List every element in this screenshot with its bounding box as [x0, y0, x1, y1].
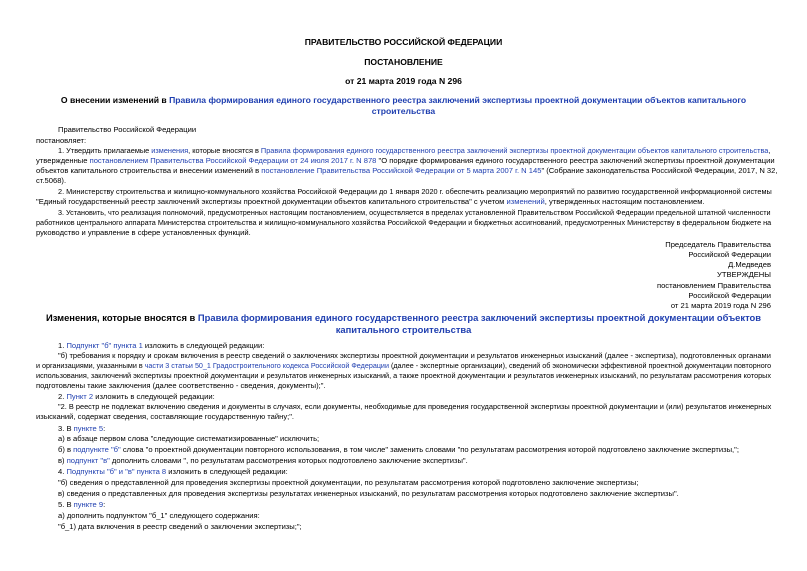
item-3-b: б) в подпункте "б" слова "о проектной документации повторного использования, в том числе" заменить словами "по результатам рассмотрения которой подготовлено заключение экспертизы,"; — [58, 445, 739, 454]
item-1-link[interactable]: Подпункт "б" пункта 1 — [66, 341, 143, 350]
rules-link-cont[interactable]: строительства — [371, 106, 436, 116]
title-prefix: О внесении изменений в — [60, 95, 170, 105]
item-2-link[interactable]: Пункт 2 — [66, 392, 94, 401]
item-3-c-link[interactable]: подпункт "в" — [66, 456, 110, 465]
item-3-link[interactable]: пункте 5 — [73, 424, 104, 433]
item-3: 3. В пункте 5: — [58, 424, 106, 433]
item-4-link[interactable]: Подпункты "б" и "в" пункта 8 — [66, 467, 167, 476]
preamble-government: Правительство Российской Федерации — [58, 125, 197, 134]
paragraph-1-line4: ст.5068). — [36, 176, 67, 185]
item-4: 4. Подпункты "б" и "в" пункта 8 изложить в следующей редакции: — [58, 467, 288, 476]
item-3-b-link[interactable]: подпункте "б" — [73, 445, 121, 454]
approval-date: от 21 марта 2019 года N 296 — [670, 301, 771, 310]
decree-145-link[interactable]: постановление Правительства Российской Федерации от 5 марта 2007 г. N 145 — [261, 166, 542, 175]
changes-title: Изменения, которые вносятся в Правила формирования единого государственного реестра заключений экспертизы проектной документации объектов — [45, 312, 762, 323]
item-1-quote-line1: "б) требования к порядку и срокам включения в реестр сведений о заключениях экспертизы проектной документации и результатов инженерных изысканий (далее - экспертиза), подготовленных органами — [58, 351, 771, 360]
item-1-quote-line3: использования, заключений экспертизы проектной документации и результатов инженерных изысканий, а также проектной документации и результатов инженерных изысканий, по результатам рассмотрения которых — [36, 371, 772, 380]
item-4-quote-line2: в) сведения о представленных для проведения экспертизы результатах инженерных изысканий, по результатам рассмотрения которых подготовлено заключение экспертизы". — [58, 489, 679, 498]
signature-position: Председатель Правительства — [665, 240, 771, 249]
item-2-quote-line2: изысканий, содержат сведения, составляющие государственную тайну;". — [36, 412, 295, 421]
paragraph-1-line1: 1. Утвердить прилагаемые изменения, которые вносятся в Правила формирования единого государственного реестра заключений экспертизы проектной документации объектов капитального строительства, — [58, 146, 771, 155]
paragraph-3-line1: 3. Установить, что реализация полномочий, предусмотренных настоящим постановлением, осуществляется в пределах установленной Правительством Российской Федерации предельной штатной численности — [58, 208, 771, 217]
item-2: 2. Пункт 2 изложить в следующей редакции: — [58, 392, 215, 401]
urban-code-link[interactable]: части 3 статьи 50_1 Градостроительного кодекса Российской Федерации — [144, 361, 389, 370]
paragraph-1-line2: утвержденные постановлением Правительства Российской Федерации от 24 июля 2017 г. N 878 "О порядке формирования единого государственного реестра заключений экспертизы проектной документации — [36, 156, 775, 165]
item-5-link[interactable]: пункте 9 — [73, 500, 104, 509]
item-5: 5. В пункте 9: — [58, 500, 106, 509]
approval-title: УТВЕРЖДЕНЫ — [717, 270, 771, 279]
decree-878-link[interactable]: постановлением Правительства Российской Федерации от 24 июля 2017 г. N 878 — [89, 156, 377, 165]
item-1-quote-line2: и организациями, указанными в части 3 статьи 50_1 Градостроительного кодекса Российской Федерации (далее - экспертные организации), сведений об экономически эффективной проектной документации повторного — [36, 361, 772, 370]
signature-name: Д.Медведев — [728, 260, 771, 269]
changes-link[interactable]: изменения — [151, 146, 189, 155]
preamble-resolves: постановляет: — [36, 136, 87, 145]
item-1: 1. Подпункт "б" пункта 1 изложить в следующей редакции: — [58, 341, 265, 350]
document-title — [0, 95, 807, 106]
item-5-quote-line1: "б_1) дата включения в реестр сведений о заключении экспертизы;"; — [58, 522, 302, 531]
paragraph-1-line3: объектов капитального строительства и внесении изменений в постановление Правительства Российской Федерации от 5 марта 2007 г. N 145" (Собрание законодательства Российской Федерации, 2017, N 32, — [36, 166, 778, 175]
item-3-c: в) подпункт "в" дополнить словами ", по результатам рассмотрения которых подготовлено заключение экспертизы". — [58, 456, 468, 465]
item-5-a: а) дополнить подпунктом "б_1" следующего содержания: — [58, 511, 260, 520]
item-3-a: а) в абзаце первом слова "следующие систематизированные" исключить; — [58, 434, 320, 443]
rules-link-p1[interactable]: Правила формирования единого государственного реестра заключений экспертизы проектной документации объектов капитального строительства — [260, 146, 769, 155]
approval-by: постановлением Правительства — [656, 281, 771, 290]
document-title-line2 — [0, 106, 807, 117]
paragraph-2-line2: "Единый государственный реестр заключений экспертизы проектной документации объектов капитального строительства" с учетом изменений, утвержденных настоящим постановлением. — [36, 197, 705, 206]
document-date-number: от 21 марта 2019 года N 296 — [345, 76, 462, 86]
changes-link-p2[interactable]: изменений — [506, 197, 545, 206]
item-2-quote-line1: "2. В реестр не подлежат включению сведения и документы в случаях, если документы, необходимые для проведения государственной экспертизы проектной документации и (или) результатов инженерных — [58, 402, 772, 411]
document-type: ПОСТАНОВЛЕНИЕ — [364, 57, 443, 67]
changes-rules-link[interactable]: Правила формирования единого государственного реестра заключений экспертизы проектной документации объектов — [197, 312, 762, 323]
government-name: ПРАВИТЕЛЬСТВО РОССИЙСКОЙ ФЕДЕРАЦИИ — [304, 37, 503, 47]
changes-title-line2 — [0, 324, 807, 336]
paragraph-2-line1: 2. Министерству строительства и жилищно-коммунального хозяйства Российской Федерации до 1 января 2020 г. обеспечить реализацию мероприятий по развитию государственной информационной системы — [58, 187, 772, 196]
paragraph-3-line3: руководство и управление в сфере установленных функций. — [36, 228, 251, 237]
item-1-quote-line4: подготовлены такие заключения (далее соответственно - сведения, документы);". — [36, 381, 326, 390]
rules-link[interactable]: Правила формирования единого государственного реестра заключений экспертизы проектной документации объектов капитального — [169, 95, 747, 105]
item-4-quote-line1: "б) сведения о представленной для проведения экспертизы проектной документации, по результатам рассмотрения которой подготовлено заключение экспертизы; — [58, 478, 639, 487]
paragraph-3-line2: работников центрального аппарата Министерства строительства и жилищно-коммунального хозяйства Российской Федерации и бюджетных ассигнований, предусмотренных Министерству в федеральном бюджете на — [36, 218, 772, 227]
signature-country: Российской Федерации — [688, 250, 771, 259]
changes-rules-link-cont[interactable]: капитального строительства — [335, 324, 472, 335]
approval-country: Российской Федерации — [688, 291, 771, 300]
